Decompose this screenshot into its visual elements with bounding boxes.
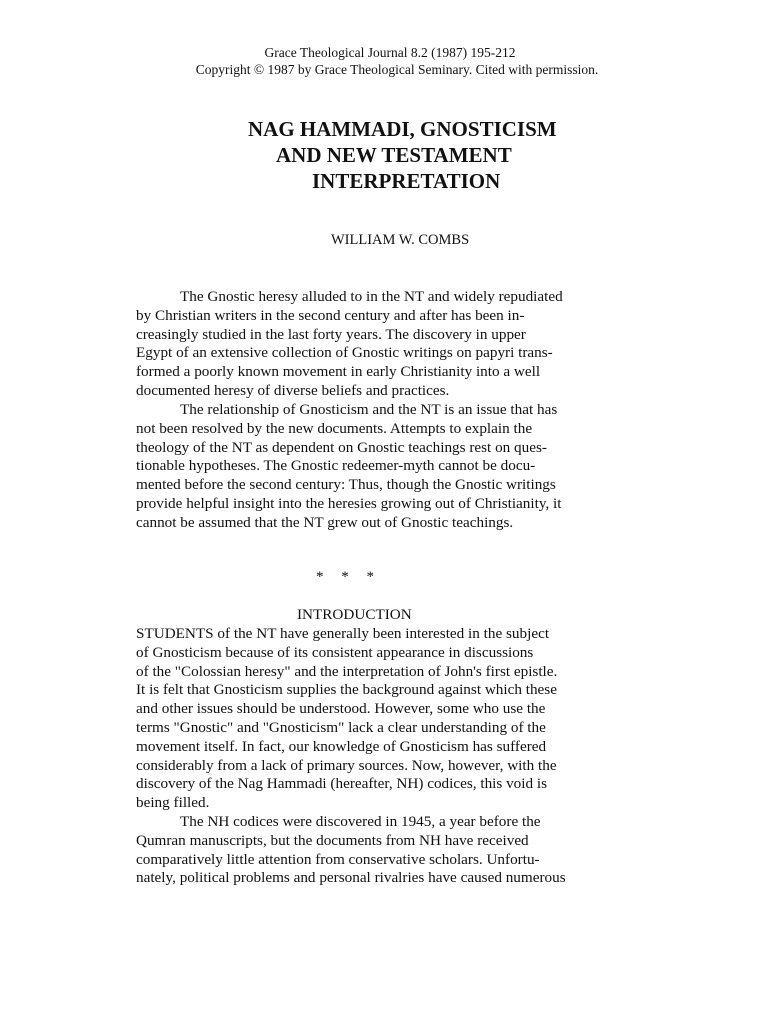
text-line: STUDENTS of the NT have generally been interested in the subject <box>136 625 550 642</box>
text-line: movement itself. In fact, our knowledge of Gnosticism has suffered <box>136 737 547 755</box>
text-line: mented before the second century: Thus, though the Gnostic writings <box>136 476 556 494</box>
text-line: of Gnosticism because of its consistent appearance in discussions <box>136 643 534 661</box>
text-line: The Gnostic heresy alluded to in the NT and widely repudiated <box>180 288 563 305</box>
text-line: Egypt of an extensive collection of Gnostic writings on papyri trans- <box>136 344 553 362</box>
section-heading: INTRODUCTION <box>297 606 412 623</box>
text-line: tionable hypotheses. The Gnostic redeemer-myth cannot be docu- <box>136 457 536 475</box>
text-line: The relationship of Gnosticism and the NT is an issue that has <box>180 401 558 418</box>
text-line: comparatively little attention from conservative scholars. Unfortu- <box>136 850 540 868</box>
text-line: by Christian writers in the second century and after has been in- <box>136 306 525 324</box>
text-line: The NH codices were discovered in 1945, a year before the <box>180 813 541 830</box>
text-line: and other issues should be understood. However, some who use the <box>136 700 546 718</box>
abstract-paragraph-1 <box>136 288 606 401</box>
text-line: cannot be assumed that the NT grew out of Gnostic teachings. <box>136 513 514 531</box>
text-line: formed a poorly known movement in early Christianity into a well <box>136 363 541 381</box>
text-line: considerably from a lack of primary sources. Now, however, with the <box>136 756 557 774</box>
text-line: provide helpful insight into the heresies growing out of Christianity, it <box>136 494 562 512</box>
text-line: terms "Gnostic" and "Gnosticism" lack a clear understanding of the <box>136 718 546 736</box>
body-paragraph-1 <box>136 625 606 813</box>
body-paragraph-2 <box>136 813 606 888</box>
text-line: documented heresy of diverse beliefs and practices. <box>136 381 450 399</box>
text-line: nately, political problems and personal rivalries have caused numerous <box>136 869 566 887</box>
text-line: not been resolved by the new documents. Attempts to explain the <box>136 419 533 437</box>
abstract-paragraph-2 <box>136 401 606 533</box>
section-separator: * * * <box>316 569 374 585</box>
text-line: being filled. <box>136 794 210 812</box>
text-line: creasingly studied in the last forty years. The discovery in upper <box>136 325 526 343</box>
journal-header <box>0 44 768 78</box>
article-title-line-3: INTERPRETATION <box>312 169 501 193</box>
text-line: discovery of the Nag Hammadi (hereafter, NH) codices, this void is <box>136 775 548 793</box>
text-line: Qumran manuscripts, but the documents from NH have received <box>136 831 529 849</box>
text-line: It is felt that Gnosticism supplies the background against which these <box>136 681 557 699</box>
text-line: of the "Colossian heresy" and the interpretation of John's first epistle. <box>136 662 558 680</box>
journal-citation: Grace Theological Journal 8.2 (1987) 195-212 <box>264 45 516 60</box>
text-line: theology of the NT as dependent on Gnostic teachings rest on ques- <box>136 438 547 456</box>
copyright-notice: Copyright © 1987 by Grace Theological Seminary. Cited with permission. <box>195 62 599 77</box>
article-title-line-1: NAG HAMMADI, GNOSTICISM <box>248 117 557 141</box>
author-name: WILLIAM W. COMBS <box>331 232 470 248</box>
article-title-line-2: AND NEW TESTAMENT <box>276 143 512 167</box>
